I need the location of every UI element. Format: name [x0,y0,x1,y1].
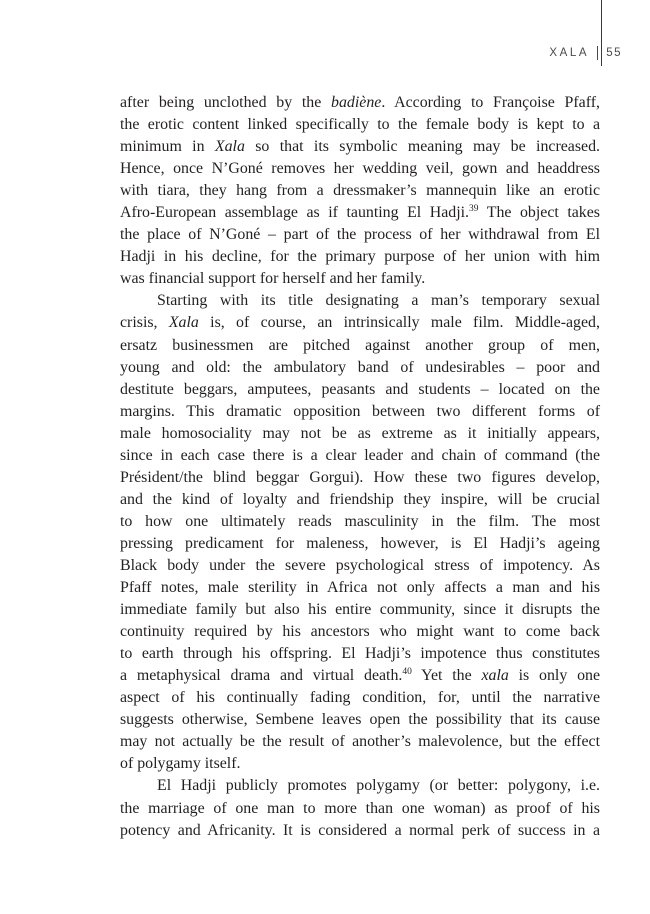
text-line [120,114,600,136]
text-run: the marriage of one man to more than one woman) as proof of his [120,799,600,817]
text-run: pressing predicament for maleness, however, is El Hadji’s ageing [120,534,600,552]
text-run: Afro-European assemblage as if taunting El Hadji. [120,204,470,222]
text-run: destitute beggars, amputees, peasants and students – located on the [120,380,600,398]
text-line [120,687,600,709]
text-line [120,92,600,114]
paragraph-2 [120,290,600,775]
italic-term: xala [481,667,509,685]
text-run: immediate family but also his entire community, since it disrupts the [120,601,600,619]
text-line [120,224,600,246]
text-line [120,820,600,842]
text-run: continuity required by his ancestors who might want to come back [120,623,600,641]
text-run: a metaphysical drama and virtual death. [120,667,403,685]
text-line [120,445,600,467]
paragraph-1 [120,92,600,290]
text-run: with tiara, they hang from a dressmaker’s mannequin like an erotic [120,182,600,200]
text-line [120,335,600,357]
text-line [120,268,600,290]
text-run: since in each case there is a clear leader and chain of command (the [120,446,600,464]
running-head [549,46,622,60]
text-line [120,709,600,731]
text-run: young and old: the ambulatory band of undesirables – poor and [120,358,600,376]
text-line [120,136,600,158]
page-number: 55 [606,47,622,59]
text-run: El Hadji publicly promotes polygamy (or better: polygony, i.e. [157,777,600,795]
italic-term: Xala [168,314,199,332]
text-run: to earth through his offspring. El Hadji’s impotence thus constitutes [120,645,600,663]
running-title: XALA [549,47,590,59]
text-line [120,290,600,312]
text-run: The object takes [478,204,600,222]
text-line [120,202,600,224]
text-run: ersatz businessmen are pitched against another group of men, [120,336,600,354]
text-run: minimum in [120,138,215,156]
text-run: Yet the [411,667,482,685]
text-line [120,753,600,775]
text-run: so that its symbolic meaning may be increased. [244,138,600,156]
text-run: Hadji in his decline, for the primary purpose of her union with him [120,248,600,266]
text-run: the erotic content linked specifically to the female body is kept to a [120,116,600,134]
text-run: potency and Africanity. It is considered a normal perk of success in a [120,821,600,839]
text-run: to how one ultimately reads masculinity in the film. The most [120,512,600,530]
text-line [120,379,600,401]
paragraph-3 [120,775,600,841]
text-run: crisis, [120,314,169,332]
text-line [120,489,600,511]
text-line [120,643,600,665]
text-run: Président/the blind beggar Gorgui). How these two figures develop, [120,468,600,486]
text-run: . According to Françoise Pfaff, [381,94,600,111]
italic-term: Xala [214,138,245,156]
text-run: was financial support for herself and her family. [120,270,426,288]
text-line [120,599,600,621]
text-run: suggests otherwise, Sembene leaves open the possibility that its cause [120,711,600,729]
text-run: male homosociality may not be as extreme as it initially appears, [120,424,600,442]
text-run: Pfaff notes, male sterility in Africa not only affects a man and his [120,579,600,597]
text-line [120,775,600,797]
text-line [120,423,600,445]
text-run: is, of course, an intrinsically male film. Middle-aged, [198,314,600,332]
text-run: Starting with its title designating a man’s temporary sexual [157,292,600,310]
footnote-ref: 40 [402,667,412,678]
text-line [120,555,600,577]
text-run: margins. This dramatic opposition between two different forms of [120,402,600,420]
text-line [120,621,600,643]
text-run: Hence, once N’Goné removes her wedding veil, gown and headdress [120,160,600,178]
text-line [120,180,600,202]
text-line [120,665,600,687]
text-run: after being unclothed by the [120,94,332,111]
text-line [120,731,600,753]
text-line [120,511,600,533]
text-line [120,158,600,180]
text-run: the place of N’Goné – part of the process of her withdrawal from El [120,226,600,244]
italic-term: badiène [331,94,382,111]
text-line [120,577,600,599]
text-run: of polygamy itself. [120,755,241,773]
text-line [120,798,600,820]
text-line [120,312,600,334]
text-line [120,467,600,489]
text-run: and the kind of loyalty and friendship they inspire, will be crucial [120,490,600,508]
text-run: is only one [508,667,601,685]
text-run: may not actually be the result of another’s malevolence, but the effect [120,733,600,751]
text-line [120,246,600,268]
body-text [120,92,600,842]
text-line [120,357,600,379]
text-run: Black body under the severe psychological stress of impotency. As [120,556,600,574]
footnote-ref: 39 [469,204,479,215]
text-line [120,533,600,555]
text-line [120,401,600,423]
text-run: aspect of his continually fading condition, for, until the narrative [120,689,600,707]
